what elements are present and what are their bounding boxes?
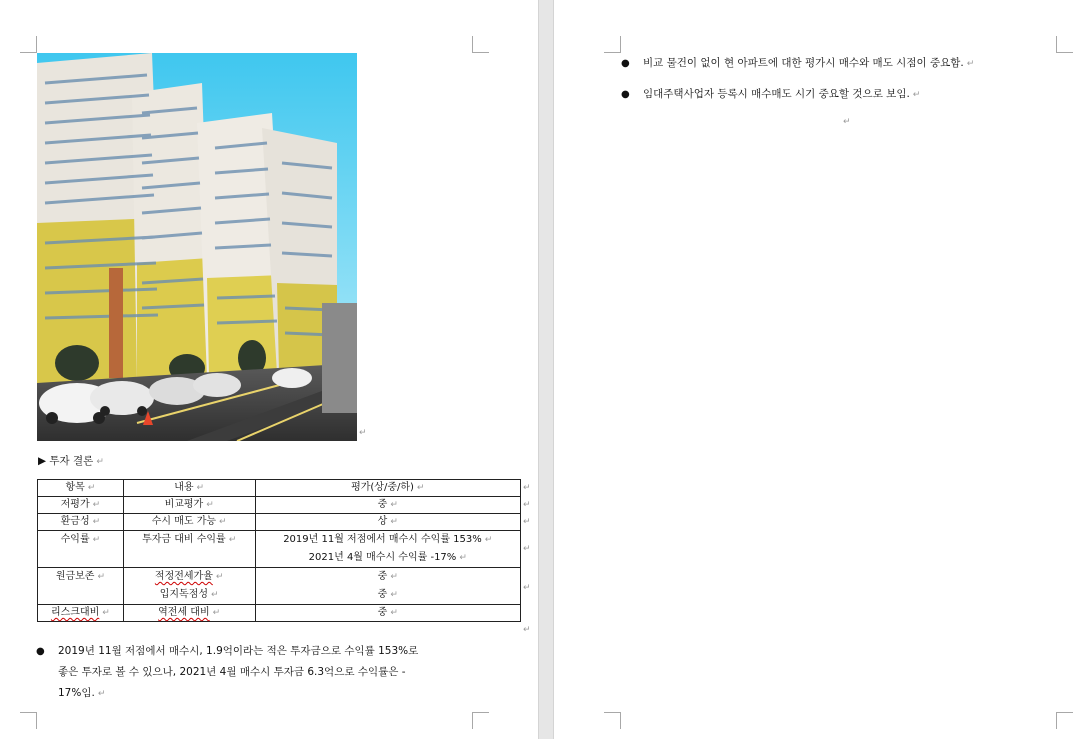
table-cell: 2019년 11월 저점에서 매수시 수익률 153% ↵ 2021년 4월 매수시 수익률 -17% ↵	[255, 531, 520, 568]
document-page-right	[554, 0, 1078, 739]
right-bullet: ● 비교 물건이 없이 현 아파트에 대한 평가시 매수와 매도 시점이 중요함. ↵	[621, 53, 1061, 75]
table-cell: 상 ↵	[255, 514, 520, 531]
bullet-icon: ●	[621, 58, 630, 69]
crop-mark-bottom-right	[1056, 712, 1073, 729]
table-header-cell: 평가(상/중/하) ↵	[255, 480, 520, 497]
table-row	[38, 514, 521, 531]
paragraph-mark: ↵	[359, 428, 367, 438]
table-cell: 중 ↵	[255, 605, 520, 622]
crop-mark-top-left	[604, 36, 621, 53]
table-cell: 원금보존 ↵	[38, 568, 124, 605]
row-end-mark: ↵	[523, 483, 531, 493]
conclusion-line: 좋은 투자로 볼 수 있으나, 2021년 4월 매수시 투자금 6.3억으로 수익률은 -	[58, 666, 406, 678]
investment-conclusion-heading: ▶ 투자 결론	[38, 455, 94, 467]
table-cell: 비교평가 ↵	[123, 497, 255, 514]
row-end-mark: ↵	[523, 517, 531, 527]
table-cell: 수익률 ↵	[38, 531, 124, 568]
document-page-left	[0, 0, 538, 739]
table-cell: 중 ↵ 중 ↵	[255, 568, 520, 605]
right-bullet: ● 임대주택사업자 등록시 매수매도 시기 중요할 것으로 보임. ↵	[621, 84, 1061, 106]
table-row	[38, 531, 521, 568]
row-end-mark: ↵	[523, 500, 531, 510]
apartment-photo[interactable]	[37, 53, 357, 441]
evaluation-table	[37, 479, 521, 622]
conclusion-line: 2019년 11월 저점에서 매수시, 1.9억이라는 적은 투자금으로 수익률 153%로	[58, 645, 419, 657]
row-end-mark: ↵	[523, 544, 531, 554]
right-bullet-text: 임대주택사업자 등록시 매수매도 시기 중요할 것으로 보임.	[643, 88, 910, 100]
crop-mark-top-left	[20, 36, 37, 53]
bullet-icon: ●	[621, 89, 630, 100]
table-header-cell: 항목 ↵	[38, 480, 124, 497]
section-heading	[38, 453, 104, 468]
table-cell: 수시 매도 가능 ↵	[123, 514, 255, 531]
row-end-mark: ↵	[523, 583, 531, 593]
paragraph-mark: ↵	[96, 457, 104, 467]
table-cell: 리스크대비 ↵	[38, 605, 124, 622]
table-header-row	[38, 480, 521, 497]
table-cell: 투자금 대비 수익률 ↵	[123, 531, 255, 568]
conclusion-bullet	[36, 641, 486, 707]
crop-mark-bottom-left	[20, 712, 37, 729]
table-cell: 적정전세가율 ↵ 입지독점성 ↵	[123, 568, 255, 605]
table-header-cell: 내용 ↵	[123, 480, 255, 497]
table-cell: 중 ↵	[255, 497, 520, 514]
crop-mark-top-right	[1056, 36, 1073, 53]
bullet-icon: ●	[36, 646, 45, 657]
table-row	[38, 605, 521, 622]
row-end-mark: ↵	[523, 625, 531, 635]
table-row	[38, 497, 521, 514]
table-row	[38, 568, 521, 605]
right-bullet-text: 비교 물건이 없이 현 아파트에 대한 평가시 매수와 매도 시점이 중요함.	[643, 57, 964, 69]
page-gutter	[538, 0, 554, 739]
crop-mark-top-right	[472, 36, 489, 53]
crop-mark-bottom-left	[604, 712, 621, 729]
paragraph-mark: ↵	[843, 117, 851, 127]
conclusion-line: 17%임. ↵	[58, 687, 106, 699]
crop-mark-bottom-right	[472, 712, 489, 729]
table-cell: 환금성 ↵	[38, 514, 124, 531]
table-cell: 역전세 대비 ↵	[123, 605, 255, 622]
table-cell: 저평가 ↵	[38, 497, 124, 514]
